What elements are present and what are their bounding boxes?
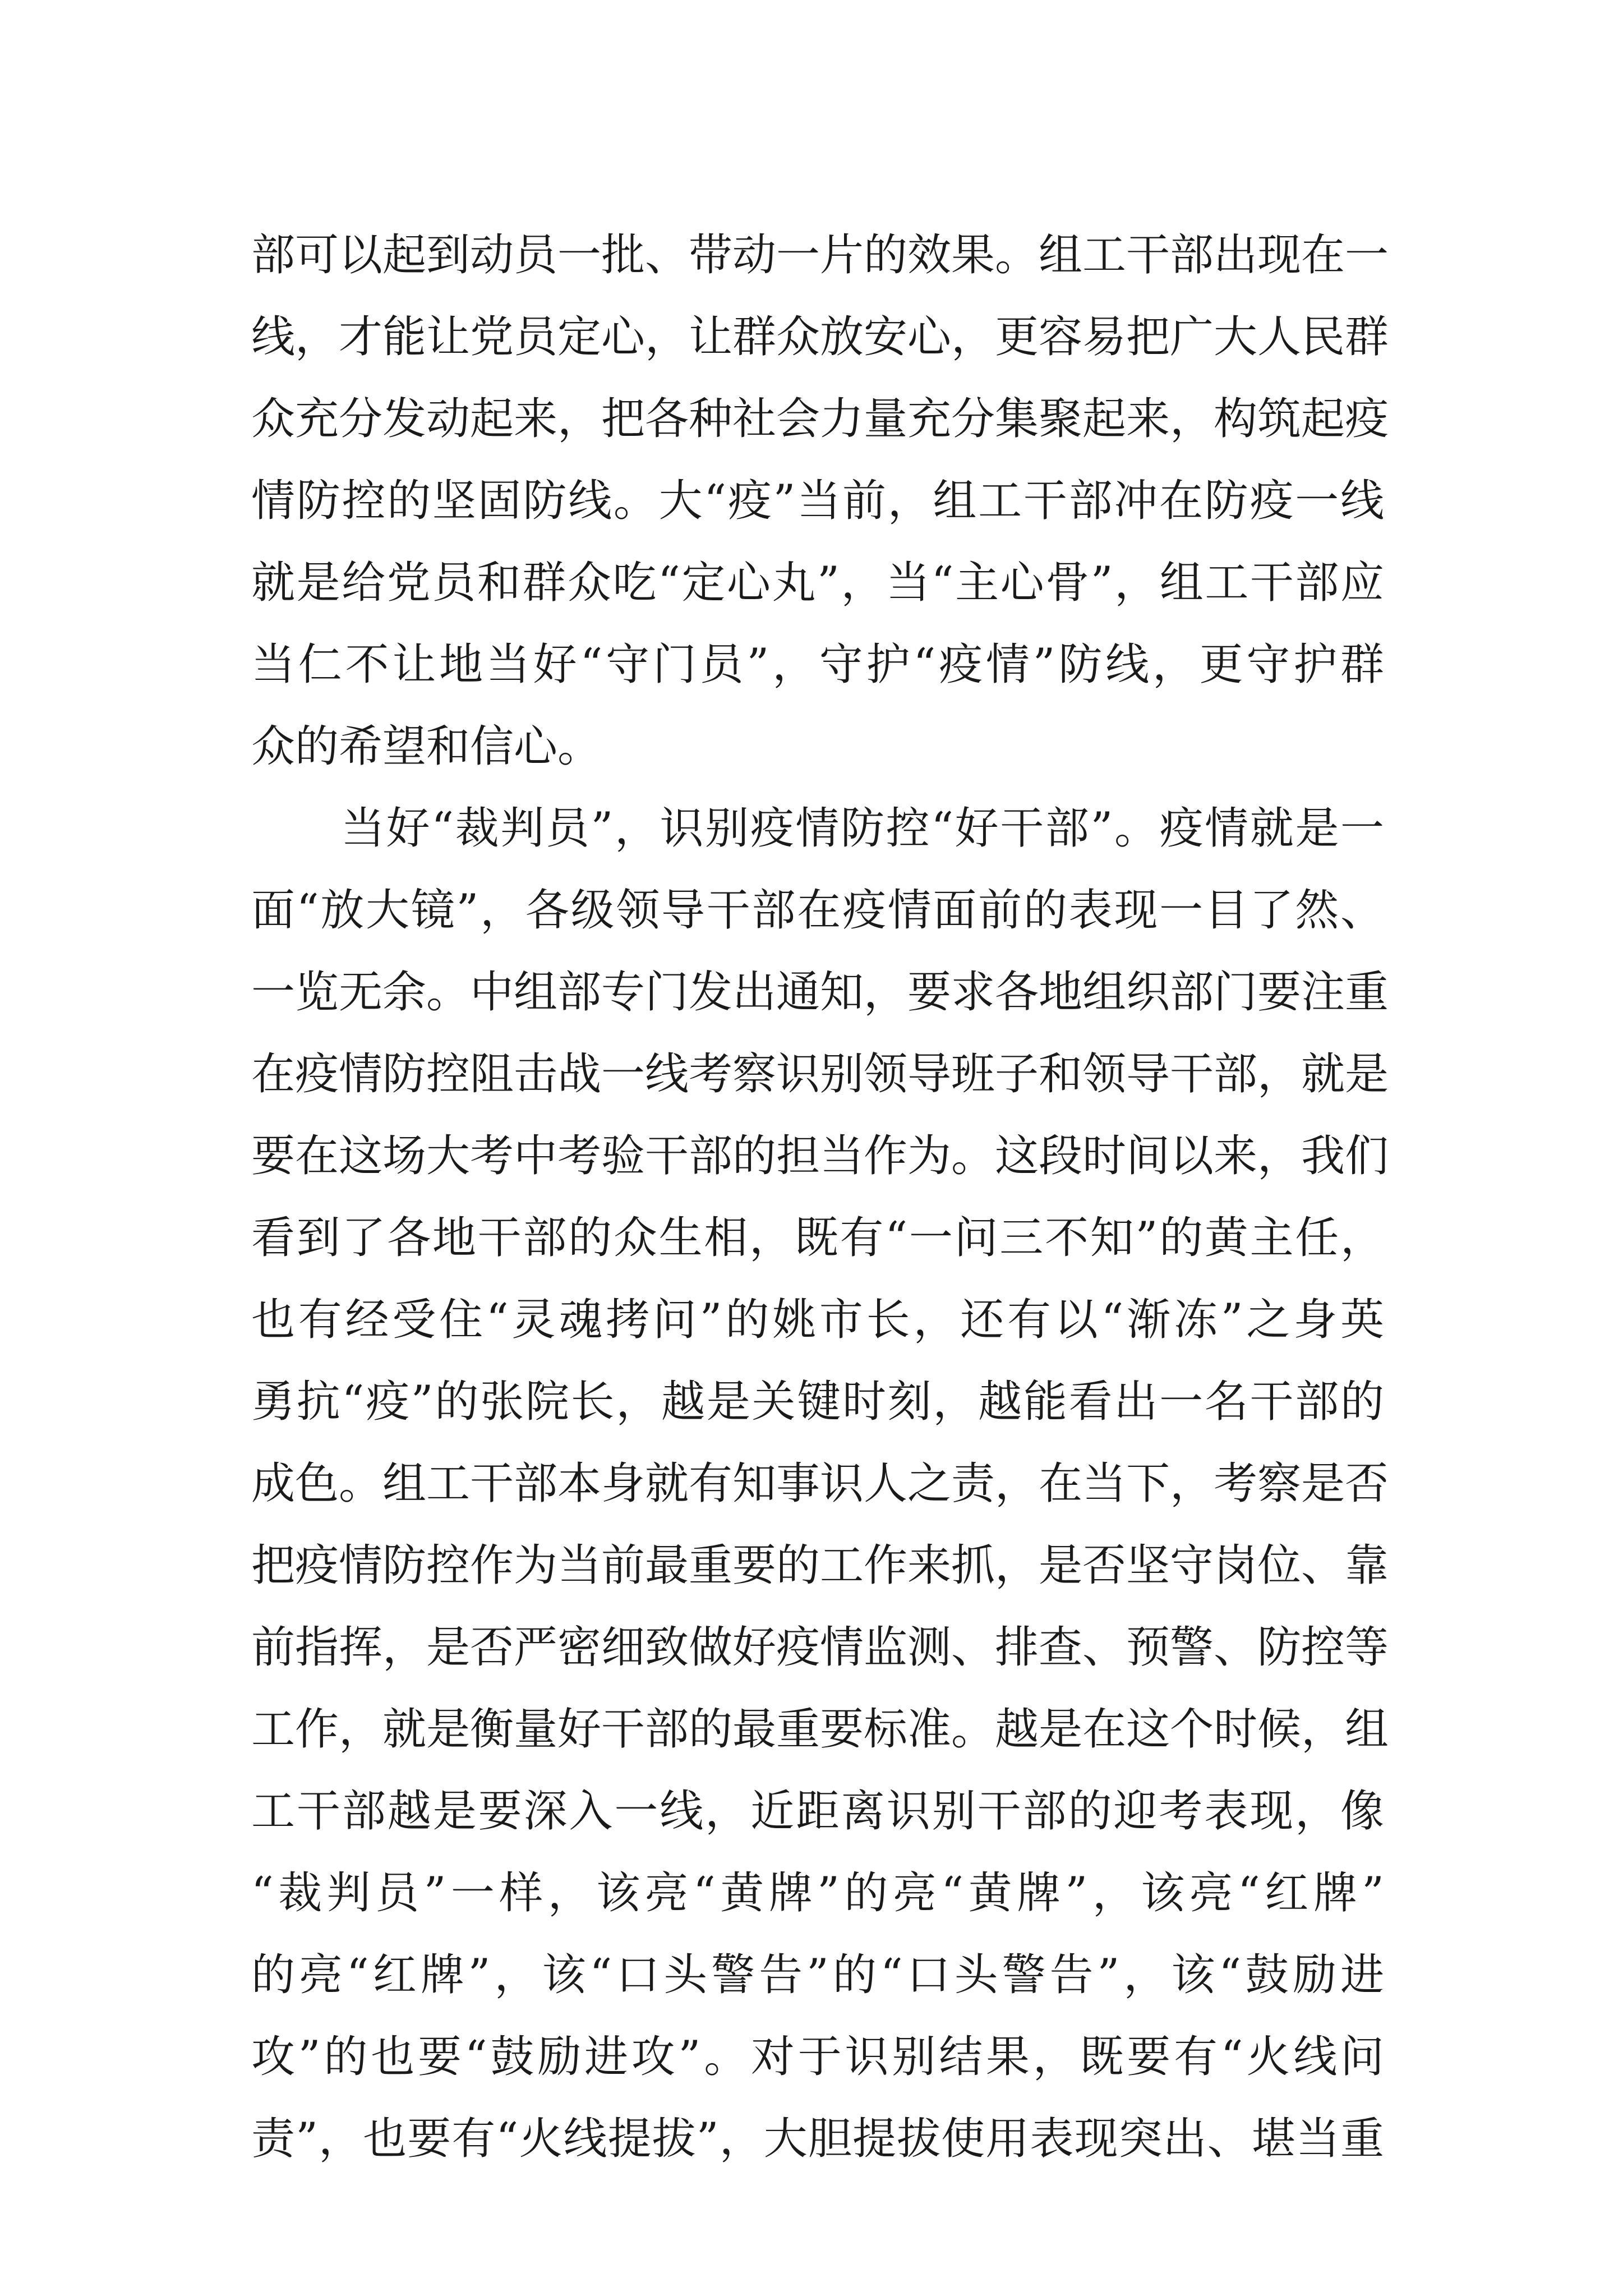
text-line: 部可以起到动员一批、带动一片的效果。组工干部出现在一 bbox=[251, 230, 1389, 280]
paragraph-first-line: 当好“裁判员”，识别疫情防控“好干部”。疫情就是一 bbox=[341, 803, 1384, 854]
text-line: 工作，就是衡量好干部的最重要标准。越是在这个时候，组 bbox=[251, 1704, 1389, 1755]
text-line: 的亮“红牌”，该“口头警告”的“口头警告”，该“鼓励进 bbox=[251, 1950, 1384, 2000]
text-line: 一览无余。中组部专门发出通知，要求各地组织部门要注重 bbox=[251, 967, 1389, 1018]
text-line: 情防控的坚固防线。大“疫”当前，组工干部冲在防疫一线 bbox=[251, 476, 1384, 526]
text-line: 看到了各地干部的众生相，既有“一问三不知”的黄主任， bbox=[251, 1213, 1384, 1263]
text-line: 众充分发动起来，把各种社会力量充分集聚起来，构筑起疫 bbox=[251, 394, 1389, 444]
text-line: 要在这场大考中考验干部的担当作为。这段时间以来，我们 bbox=[251, 1131, 1389, 1181]
text-line: 就是给党员和群众吃“定心丸”，当“主心骨”，组工干部应 bbox=[251, 558, 1384, 608]
text-line: “裁判员”一样，该亮“黄牌”的亮“黄牌”，该亮“红牌” bbox=[251, 1868, 1384, 1918]
text-line: 也有经受住“灵魂拷问”的姚市长，还有以“渐冻”之身英 bbox=[251, 1295, 1384, 1345]
text-line: 把疫情防控作为当前最重要的工作来抓，是否坚守岗位、靠 bbox=[251, 1540, 1389, 1591]
text-line: 责”，也要有“火线提拔”，大胆提拔使用表现突出、堪当重 bbox=[251, 2114, 1384, 2164]
text-line: 勇抗“疫”的张院长，越是关键时刻，越能看出一名干部的 bbox=[251, 1377, 1384, 1427]
text-line: 前指挥，是否严密细致做好疫情监测、排查、预警、防控等 bbox=[251, 1622, 1389, 1673]
text-line: 攻”的也要“鼓励进攻”。对于识别结果，既要有“火线问 bbox=[251, 2032, 1384, 2082]
text-line: 面“放大镜”，各级领导干部在疫情面前的表现一目了然、 bbox=[251, 885, 1384, 936]
text-line: 众的希望和信心。 bbox=[251, 721, 602, 772]
text-line: 当仁不让地当好“守门员”，守护“疫情”防线，更守护群 bbox=[251, 639, 1384, 690]
document-body bbox=[251, 214, 1389, 2180]
text-line: 成色。组工干部本身就有知事识人之责，在当下，考察是否 bbox=[251, 1458, 1389, 1509]
text-line: 工干部越是要深入一线，近距离识别干部的迎考表现，像 bbox=[251, 1786, 1384, 1837]
text-line: 线，才能让党员定心，让群众放安心，更容易把广大人民群 bbox=[251, 312, 1389, 362]
text-line: 在疫情防控阻击战一线考察识别领导班子和领导干部，就是 bbox=[251, 1049, 1389, 1099]
